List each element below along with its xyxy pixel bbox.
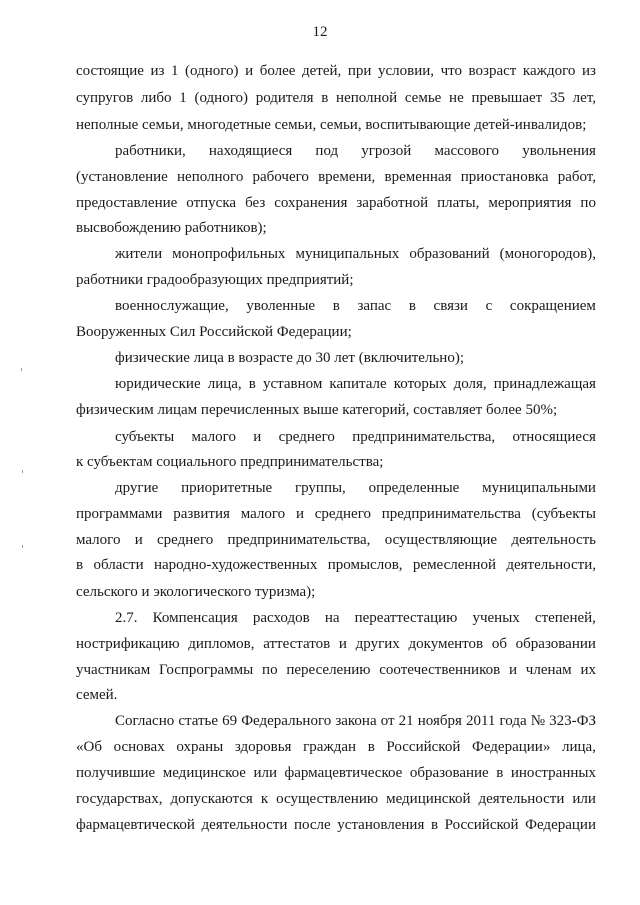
- paragraph-line: военнослужащие, уволенные в запас в связи с сокращением: [115, 298, 596, 314]
- paragraph-line: (установление неполного рабочего времени, временная приостановка работ,: [76, 169, 596, 185]
- paragraph-line: нострификацию дипломов, аттестатов и других документов об образовании: [76, 636, 596, 652]
- paragraph-line: состоящие из 1 (одного) и более детей, при условии, что возраст каждого из: [76, 63, 596, 79]
- paragraph-line: юридические лица, в уставном капитале которых доля, принадлежащая: [115, 376, 596, 392]
- paragraph-line: другие приоритетные группы, определенные муниципальными: [115, 480, 596, 496]
- paragraph-line: предоставление отпуска без сохранения заработной платы, мероприятия по: [76, 195, 596, 211]
- paragraph-line: физическим лицам перечисленных выше категорий, составляет более 50%;: [76, 402, 558, 418]
- scan-speck: [22, 470, 23, 473]
- paragraph-line: сельского и экологического туризма);: [76, 584, 316, 600]
- paragraph-line: субъекты малого и среднего предпринимательства, относящиеся: [115, 429, 596, 445]
- paragraph-line: работники градообразующих предприятий;: [76, 272, 354, 288]
- paragraph-line: высвобождению работников);: [76, 220, 267, 236]
- paragraph-line: семей.: [76, 687, 118, 703]
- paragraph-line: участникам Госпрограммы по переселению соотечественников и членам их: [76, 662, 596, 678]
- paragraph-line: Вооруженных Сил Российской Федерации;: [76, 324, 352, 340]
- paragraph-line: к субъектам социального предпринимательства;: [76, 454, 384, 470]
- paragraph-line: фармацевтической деятельности после установления в Российской Федерации: [76, 817, 596, 833]
- paragraph-line: получившие медицинское или фармацевтическое образование в иностранных: [76, 765, 596, 781]
- paragraph-line: физические лица в возрасте до 30 лет (включительно);: [115, 350, 464, 366]
- scan-speck: [21, 368, 22, 371]
- paragraph-line: «Об основах охраны здоровья граждан в Российской Федерации» лица,: [76, 739, 596, 755]
- scan-speck: [22, 545, 23, 548]
- page-number: 12: [312, 24, 328, 40]
- paragraph-line: неполные семьи, многодетные семьи, семьи, воспитывающие детей-инвалидов;: [76, 117, 587, 133]
- paragraph-line: 2.7. Компенсация расходов на переаттестацию ученых степеней,: [115, 610, 596, 626]
- paragraph-line: государствах, допускаются к осуществлению медицинской деятельности или: [76, 791, 596, 807]
- paragraph-line: жители монопрофильных муниципальных образований (моногородов),: [115, 246, 596, 262]
- paragraph-line: малого и среднего предпринимательства, осуществляющие деятельность: [76, 532, 596, 548]
- paragraph-line: программами развития малого и среднего предпринимательства (субъекты: [76, 506, 596, 522]
- paragraph-line: супругов либо 1 (одного) родителя в неполной семье не превышает 35 лет,: [76, 90, 596, 106]
- paragraph-line: Согласно статье 69 Федерального закона от 21 ноября 2011 года № 323-ФЗ: [115, 713, 596, 729]
- paragraph-line: работники, находящиеся под угрозой массового увольнения: [115, 143, 596, 159]
- paragraph-line: в области народно-художественных промыслов, ремесленной деятельности,: [76, 557, 596, 573]
